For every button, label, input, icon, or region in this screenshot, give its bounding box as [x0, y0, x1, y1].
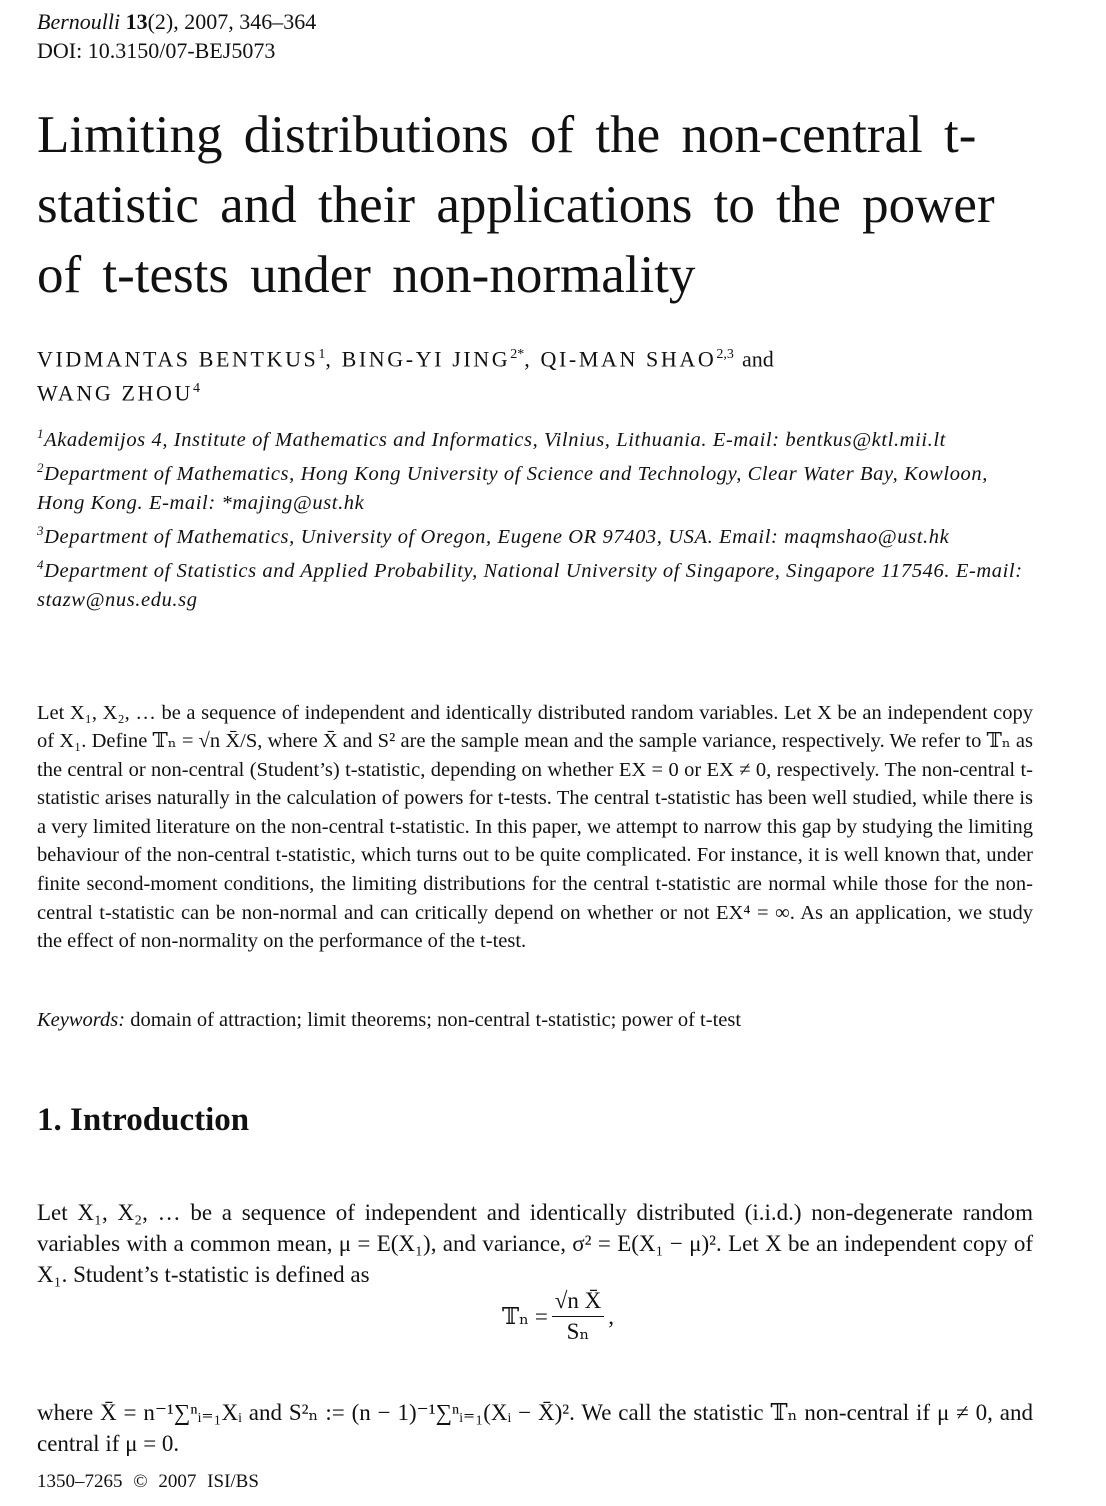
affiliation-item — [37, 551, 1033, 614]
author-mark: 1 — [318, 347, 326, 362]
abstract: Let X₁, X₂, … be a sequence of independent and identically distributed random variables. Let X be an independent copy of X₁. Define 𝕋ₙ = √n X̄/S, where X̄ and S² are the sample mean and the sample variance, respectively. We refer to 𝕋ₙ as the central or non-central (Student’s) t-statistic, depending on whether EX = 0 or EX ≠ 0, respectively. The non-central t-statistic arises naturally in the calculation of powers for t-tests. The central t-statistic has been well studied, while there is a very limited literature on the non-central t-statistic. In this paper, we attempt to narrow this gap by studying the limiting behaviour of the non-central t-statistic, which turns out to be quite complicated. For instance, it is well known that, under finite second-moment conditions, the limiting distributions for the central t-statistic are normal while those for the non-central t-statistic can be non-normal and can critically depend on whether or not EX⁴ = ∞. As an application, we study the effect of non-normality on the performance of the t-test. — [37, 701, 1033, 953]
affiliation-text: Department of Mathematics, University of Oregon, Eugene OR 97403, USA. Email: maqmshao@ust.hk — [44, 525, 950, 548]
doi: DOI: 10.3150/07-BEJ5073 — [37, 38, 276, 63]
affiliation-item — [37, 454, 1033, 517]
author-mark: 4 — [193, 381, 200, 397]
author-name: WANG ZHOU — [37, 380, 193, 406]
affiliation-text: Department of Statistics and Applied Probability, National University of Singapore, Singapore 117546. E-mail: stazw@nus.edu.sg — [37, 560, 1023, 611]
keywords — [37, 1006, 1033, 1034]
paper-title: Limiting distributions of the non-central t-statistic and their applications to the power of t-tests under non-normality — [37, 106, 995, 304]
affiliation-mark: 1 — [37, 426, 45, 441]
affiliation-item — [37, 420, 1033, 454]
author-name: BING-YI JING — [341, 346, 511, 372]
equation-denominator: Sₙ — [566, 1319, 590, 1344]
affiliation-mark: 4 — [37, 557, 45, 573]
author-list: VIDMANTAS BENTKUS$^1$, BING-YI $JING^{2*}$, QI-MAN SHAO$^{2,3}$ and WANG ZHOU$^4$ — [37, 346, 774, 406]
affiliation-item — [37, 517, 1033, 551]
affiliation-mark: 2 — [37, 460, 45, 476]
equation-fraction — [552, 1288, 604, 1345]
authors-and: and — [741, 346, 774, 372]
copyright-footer: 1350–7265 © 2007 ISI/BS — [37, 1471, 259, 1492]
equation-tail: , — [608, 1303, 615, 1329]
section-title: 1. Introduction — [37, 1102, 250, 1138]
author-name: VIDMANTAS BENTKUS — [37, 346, 319, 372]
affiliations — [37, 420, 1033, 614]
author-mark: 2* — [510, 347, 525, 362]
display-equation — [502, 1288, 614, 1345]
journal-name: Bernoulli — [37, 9, 121, 34]
author-name: QI-MAN SHAO — [540, 346, 717, 372]
intro-paragraph: Let X₁, X₂, … be a sequence of independent and identically distributed (i.i.d.) non-degenerate random variables with a common mean, μ = E(X₁), and variance, σ² = E(X₁ − μ)². Let X be an independent copy of X₁. Student’s t-statistic is defined as — [37, 1200, 1033, 1287]
keywords-label: Keywords: — [37, 1009, 126, 1031]
affiliation-text: Akademijos 4, Institute of Mathematics and Informatics, Vilnius, Lithuania. E-mail: bentkus@ktl.mii.lt — [44, 428, 946, 451]
journal-volume: 13 — [125, 9, 148, 34]
affiliation-text: Department of Mathematics, Hong Kong University of Science and Technology, Clear Water Bay, Kowloon, Hong Kong. E-mail: *majing@ust.hk — [37, 463, 988, 514]
affiliation-mark: 3 — [37, 523, 45, 539]
intro-paragraph-2: where X̄ = n⁻¹∑ⁿᵢ₌₁Xᵢ and S²ₙ := (n − 1)⁻¹∑ⁿᵢ₌₁(Xᵢ − X̄)². We call the statistic 𝕋ₙ non-central if μ ≠ 0, and central if μ = 0. — [37, 1400, 1033, 1456]
equation-numerator: √n X̄ — [552, 1288, 604, 1317]
author-mark: 2,3 — [716, 347, 734, 362]
journal-issue-pages: (2), 2007, 346–364 — [147, 9, 317, 34]
equation-lhs: 𝕋ₙ = — [502, 1303, 548, 1329]
keywords-text: domain of attraction; limit theorems; non-central t-statistic; power of t-test — [130, 1009, 742, 1031]
journal-header — [37, 7, 316, 65]
